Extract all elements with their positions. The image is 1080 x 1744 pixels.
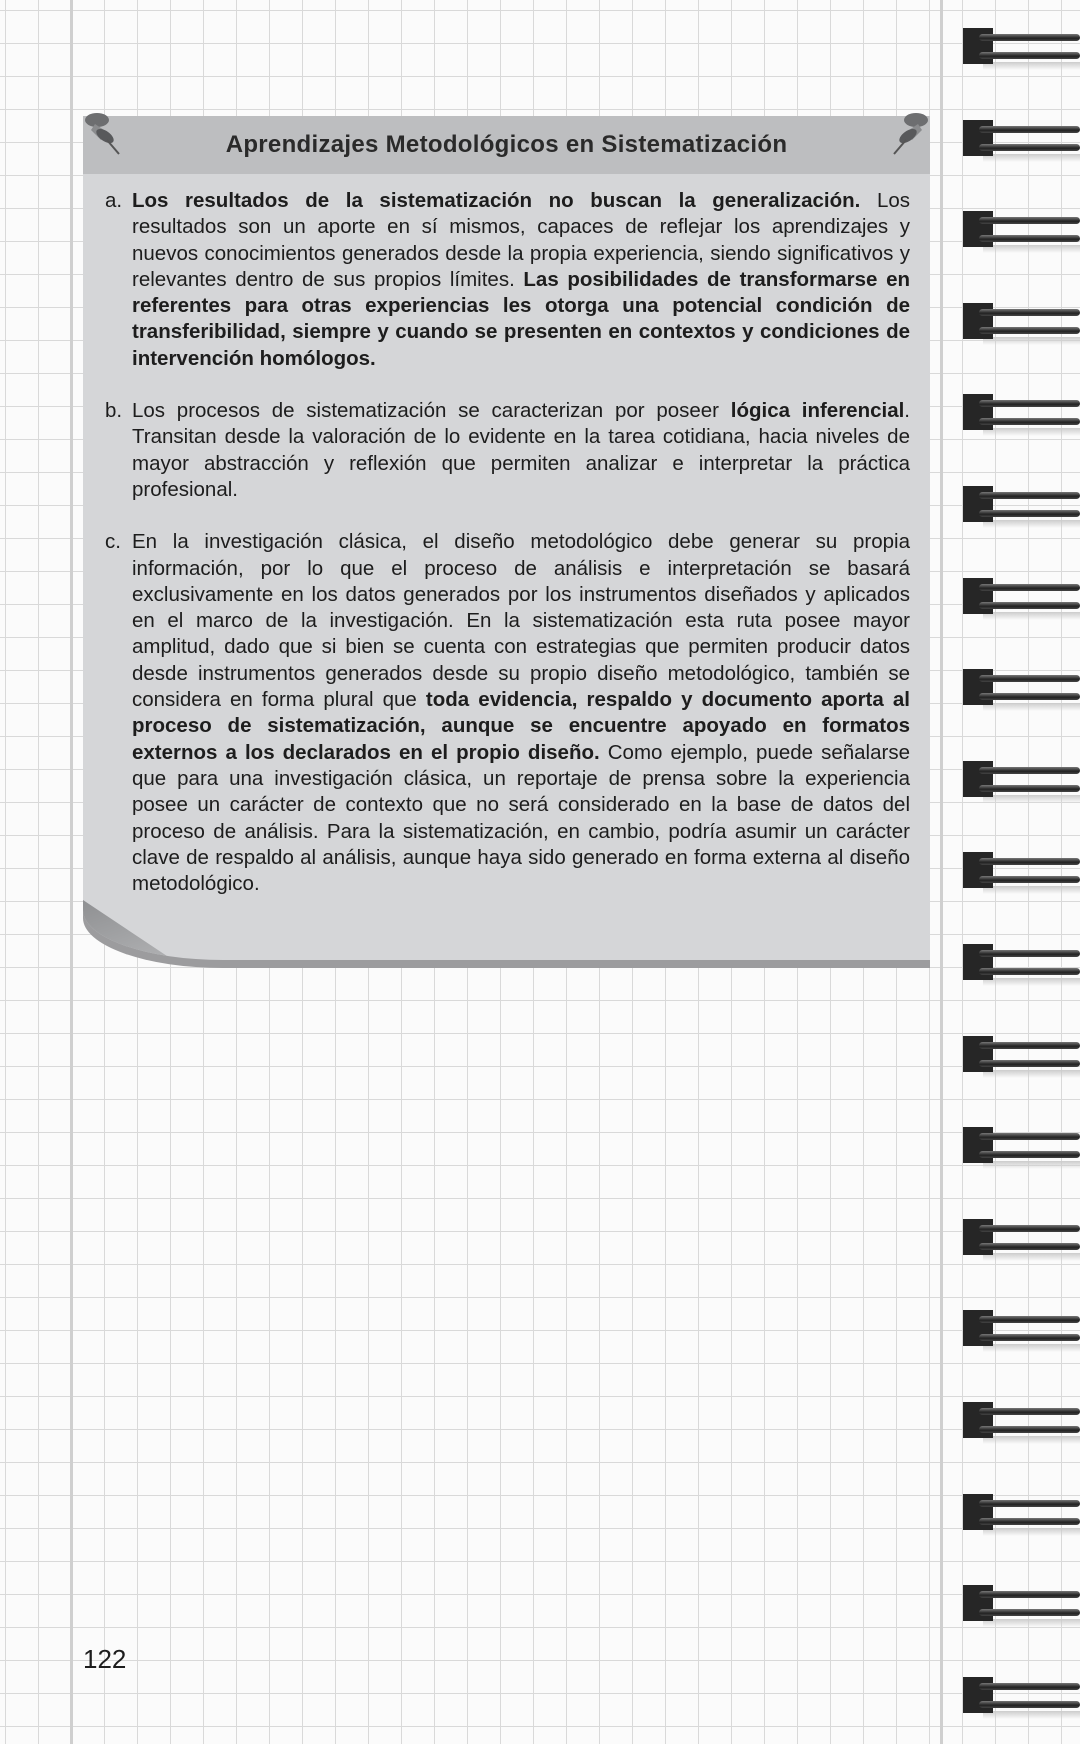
item-list [83, 174, 930, 897]
bold-text: Los resultados de la sistematización no buscan la generalización. [132, 189, 861, 212]
item-text [132, 529, 910, 897]
spiral-ring [963, 1127, 1080, 1163]
item-label: a. [105, 189, 123, 212]
text-segment: Los resultados son un aporte en sí mismos, capaces de reflejar los aprendizajes y nuevos conocimientos generados desde la propia experiencia, siendo significativos y relevantes dentro de sus propios límites. [132, 189, 910, 291]
item-text [132, 398, 910, 503]
text-segment: En la investigación clásica, el diseño metodológico debe generar su propia información, por lo que el proceso de análisis e interpretación se basará exclusivamente en los datos generados por los instrumentos diseñados y aplicados en el marco de la investigación. En la sistematización esta ruta posee mayor amplitud, dado que si bien se cuenta con estrategias que permiten producir datos desde instrumentos generados desde su propio diseño metodológico, también se considera en forma plural que [132, 530, 910, 712]
text-segment: . Transitan desde la valoración de lo evidente en la tarea cotidiana, hacia niveles de mayor abstracción y reflexión que permiten analizar e interpretar la práctica profesional. [132, 399, 910, 501]
pushpin-icon [890, 110, 930, 156]
spiral-ring [963, 1402, 1080, 1438]
spiral-ring [963, 1585, 1080, 1621]
notebook-spine-line [940, 0, 943, 1744]
bold-text: toda evidencia, respaldo y documento aporta al proceso de sistematización, aunque se encuentre apoyado en formatos externos a los declarados en el propio diseño. [132, 688, 910, 764]
spiral-ring [963, 1494, 1080, 1530]
bold-text: Las posibilidades de transformarse en referentes para otras experiencias les otorga una potencial condición de transferibilidad, siempre y cuando se presenten en contextos y condiciones de intervención homólogos. [132, 267, 910, 370]
spiral-ring [963, 486, 1080, 522]
spiral-ring [963, 1219, 1080, 1255]
spiral-ring [963, 578, 1080, 614]
spiral-ring [963, 120, 1080, 156]
spiral-ring [963, 1036, 1080, 1072]
spiral-ring [963, 669, 1080, 705]
spiral-ring [963, 944, 1080, 980]
note-card [83, 116, 930, 960]
item-label: b. [105, 399, 123, 423]
card-header [83, 116, 930, 174]
spiral-ring [963, 303, 1080, 339]
page-curl [83, 900, 233, 960]
list-item [105, 188, 910, 372]
spiral-ring [963, 1677, 1080, 1713]
item-label: c. [105, 530, 121, 554]
page-number: 122 [83, 1644, 127, 1674]
item-text [132, 188, 910, 372]
spiral-ring [963, 28, 1080, 64]
card-title: Aprendizajes Metodológicos en Sistematización [225, 131, 788, 158]
list-item [105, 398, 910, 503]
list-item [105, 529, 910, 897]
spiral-ring [963, 211, 1080, 247]
spiral-ring [963, 852, 1080, 888]
text-segment: Los procesos de sistematización se caracterizan por poseer [132, 399, 731, 423]
text-segment: Como ejemplo, puede señalarse que para una investigación clásica, un reportaje de prensa sobre la experiencia posee un carácter de contexto que no será considerado en la base de datos del proceso de análisis. Para la sistematización, en cambio, podría asumir un carácter clave de respaldo al análisis, aunque haya sido generado en forma externa al diseño metodológico. [132, 740, 910, 896]
bold-text: lógica inferencial [730, 399, 905, 423]
spiral-ring [963, 761, 1080, 797]
spiral-ring [963, 1310, 1080, 1346]
notebook-margin-line [70, 0, 73, 1744]
pushpin-icon [83, 110, 123, 156]
spiral-ring [963, 394, 1080, 430]
